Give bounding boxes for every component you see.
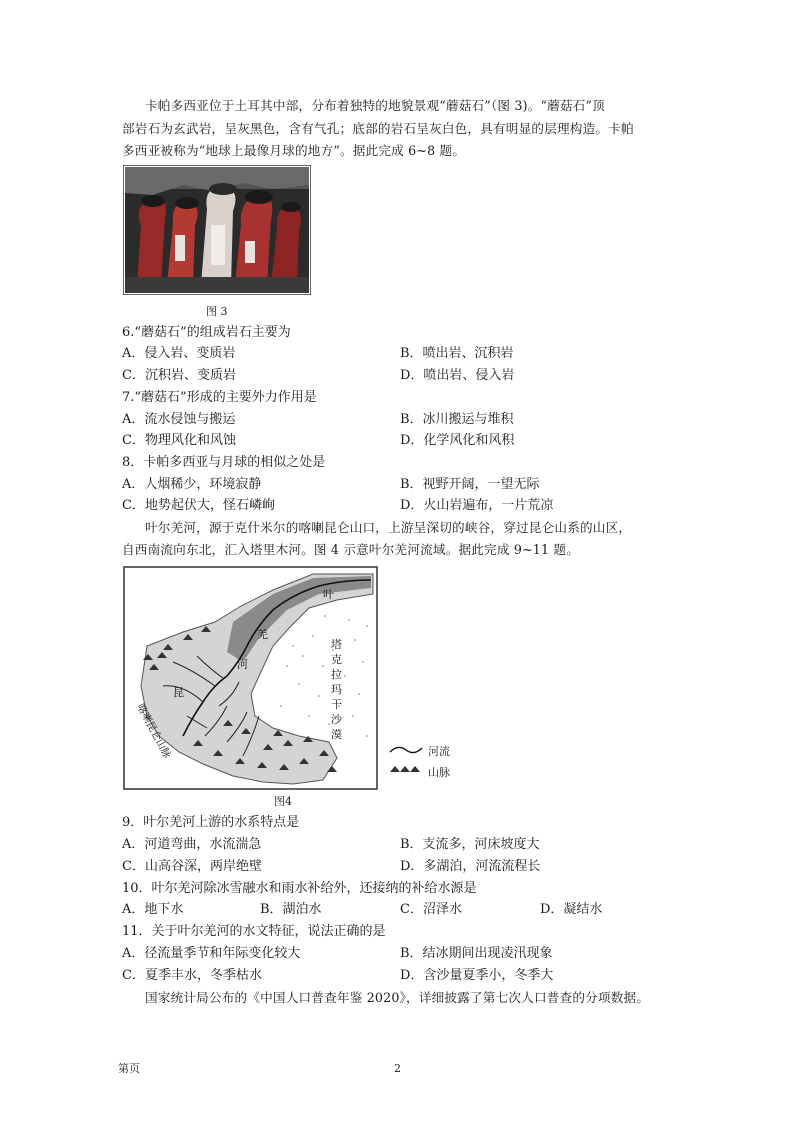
passage1-line3: 多西亚被称为“地球上最像月球的地方”。据此完成 6~8 题。 xyxy=(122,143,466,158)
legend-river-label: 河流 xyxy=(428,745,450,758)
legend-river-icon xyxy=(390,747,422,752)
label-desert-4: 玛 xyxy=(331,683,342,696)
q7-stem: 7.“蘑菇石”形成的主要外力作用是 xyxy=(122,390,317,405)
q11-option-b: B．结冰期间出现凌汛现象 xyxy=(400,946,553,961)
q10-option-a: A．地下水 xyxy=(122,902,184,917)
label-desert-7: 漠 xyxy=(331,728,342,741)
q8-option-a: A．人烟稀少，环境寂静 xyxy=(122,477,262,492)
q9-option-c: C．山高谷深，两岸绝壁 xyxy=(122,859,262,874)
q11-option-c: C．夏季丰水，冬季枯水 xyxy=(122,968,262,983)
label-desert-2: 克 xyxy=(331,653,342,666)
q8-option-d: D．火山岩遍布，一片荒凉 xyxy=(400,498,554,513)
q7-option-b: B．冰川搬运与堆积 xyxy=(400,412,514,427)
q7-option-a: A．流水侵蚀与搬运 xyxy=(122,412,236,427)
label-desert-1: 塔 xyxy=(331,638,342,651)
label-desert-6: 沙 xyxy=(331,713,342,726)
q9-option-a: A．河道弯曲，水流湍急 xyxy=(122,837,262,852)
label-ye: 叶 xyxy=(323,588,334,601)
passage2-line1: 叶尔羌河，源于克什米尔的喀喇昆仑山口，上游呈深切的峡谷，穿过昆仑山系的山区， xyxy=(145,520,632,535)
footer-page-number: 2 xyxy=(394,1062,401,1075)
legend-mountain-label: 山脉 xyxy=(428,766,450,779)
q10-option-c: C．沼泽水 xyxy=(400,902,462,917)
q9-option-d: D．多湖泊，河流流程长 xyxy=(400,859,541,874)
q6-option-b: B．喷出岩、沉积岩 xyxy=(400,346,514,361)
q10-option-d: D．凝结水 xyxy=(540,902,603,917)
q6-option-d: D．喷出岩、侵入岩 xyxy=(400,368,515,383)
label-karakoram: 喀喇昆仑山脉 xyxy=(134,702,173,761)
q9-option-b: B．支流多，河床坡度大 xyxy=(400,837,540,852)
q11-stem: 11．关于叶尔羌河的水文特征，说法正确的是 xyxy=(122,924,386,939)
legend-symbols xyxy=(388,742,428,782)
figure-4-yarkand-river-map xyxy=(123,566,378,790)
q8-stem: 8．卡帕多西亚与月球的相似之处是 xyxy=(122,455,326,470)
q7-option-d: D．化学风化和风积 xyxy=(400,433,515,448)
passage2-line2: 自西南流向东北，汇入塔里木河。图 4 示意叶尔羌河流域。据此完成 9~11 题。 xyxy=(122,542,580,557)
label-kun: 昆 xyxy=(173,686,184,699)
passage1-line1: 卡帕多西亚位于土耳其中部，分布着独特的地貌景观“蘑菇石”（图 3)。“蘑菇石”顶 xyxy=(145,98,605,113)
q6-option-c: C．沉积岩、变质岩 xyxy=(122,368,236,383)
label-desert-3: 拉 xyxy=(331,668,342,681)
figure-4-caption: 图4 xyxy=(274,795,292,808)
footer-page-label: 第页 xyxy=(118,1062,140,1075)
q9-stem: 9．叶尔羌河上游的水系特点是 xyxy=(122,815,300,830)
q6-option-a: A．侵入岩、变质岩 xyxy=(122,346,236,361)
label-qiang: 羌 xyxy=(257,628,268,641)
q11-option-d: D．含沙量夏季小，冬季大 xyxy=(400,968,554,983)
passage3-line: 国家统计局公布的《中国人口普查年鉴 2020》，详细披露了第七次人口普查的分项数据。 xyxy=(145,990,650,1005)
figure-3-caption: 图 3 xyxy=(206,305,228,318)
q7-option-c: C．物理风化和风蚀 xyxy=(122,433,236,448)
legend-mountain-icon xyxy=(390,766,420,772)
q10-option-b: B．湖泊水 xyxy=(260,902,322,917)
q11-option-a: A．径流量季节和年际变化较大 xyxy=(122,946,301,961)
q8-option-b: B．视野开阔，一望无际 xyxy=(400,477,540,492)
q10-stem: 10．叶尔羌河除冰雪融水和雨水补给外，还接纳的补给水源是 xyxy=(122,881,477,896)
q8-option-c: C．地势起伏大，怪石嶙峋 xyxy=(122,498,275,513)
q6-stem: 6.“蘑菇石”的组成岩石主要为 xyxy=(122,325,291,340)
figure-3-mushroom-rock-photo xyxy=(123,165,311,295)
label-desert-5: 干 xyxy=(331,698,342,711)
passage1-line2: 部岩石为玄武岩，呈灰黑色，含有气孔；底部的岩石呈灰白色，具有明显的层理构造。卡帕 xyxy=(122,121,634,136)
label-he: 河 xyxy=(237,658,248,671)
